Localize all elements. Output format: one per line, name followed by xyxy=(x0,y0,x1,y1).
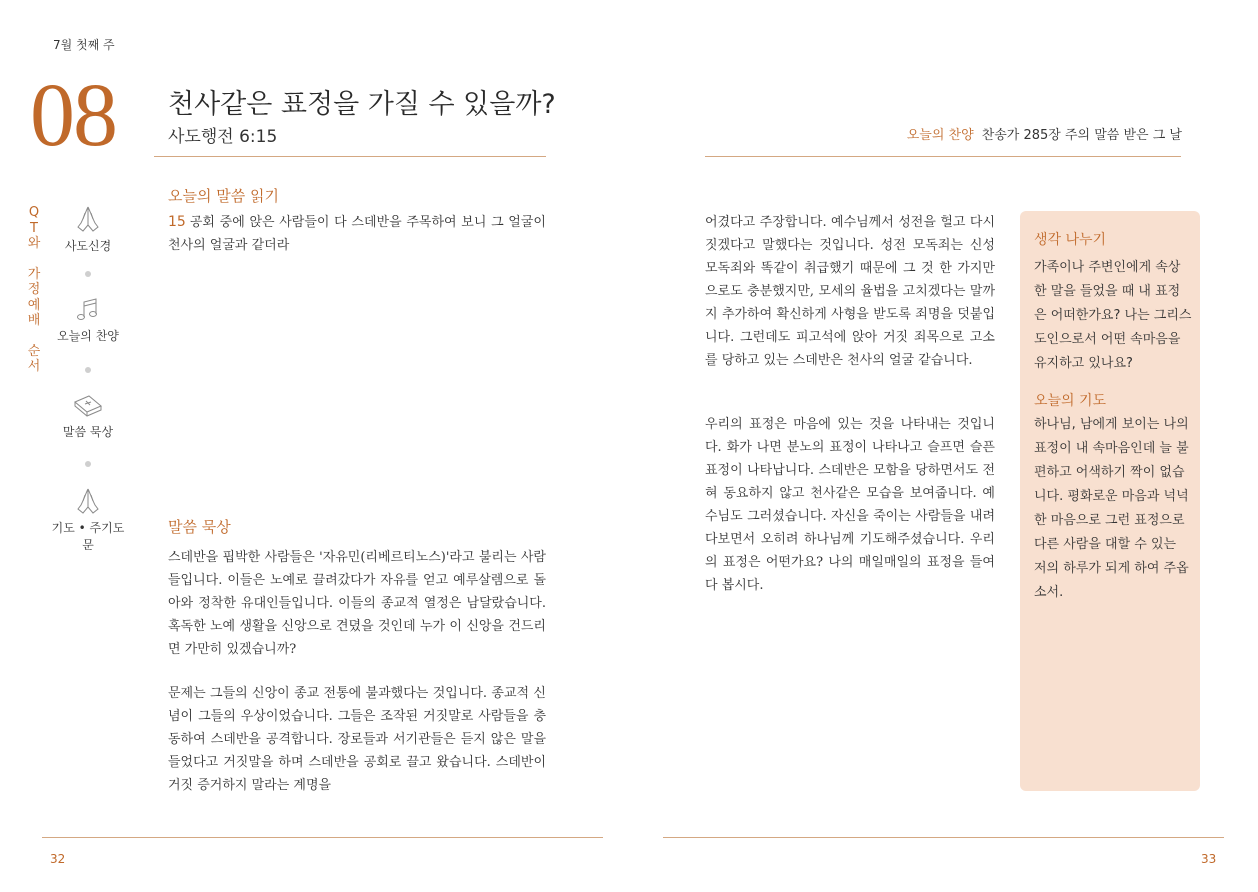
sidebar-item-prayer xyxy=(48,487,128,553)
meditation-paragraph: 어겼다고 주장합니다. 예수님께서 성전을 헐고 다시 짓겠다고 말했다는 것입니다. 성전 모독죄는 신성 모독죄와 똑같이 취급했기 때문에 그 것 한 가지만으로도 충분했지만, 모세의 율법을 고치겠다는 말까지 추가하여 확신하게 사형을 받도록 죄명을 덧붙입니다. 그런데도 피고석에 앉아 거짓 죄목으로 고소를 당하고 있는 스데반은 천사의 얼굴 같습니다. xyxy=(705,215,995,368)
sidebar-dot xyxy=(85,271,91,277)
day-number: 08 xyxy=(30,66,116,165)
sidebar-item-label: 말씀 묵상 xyxy=(62,425,114,439)
vertical-spacer xyxy=(25,329,43,344)
hymn-text: 찬송가 285장 주의 말씀 받은 그 날 xyxy=(981,128,1182,143)
vertical-char: 서 xyxy=(27,359,41,374)
page-title: 천사같은 표정을 가질 수 있을까? xyxy=(168,89,556,120)
vertical-section-title xyxy=(25,205,43,375)
todays-hymn xyxy=(907,124,1182,143)
footer-rule-right xyxy=(663,837,1224,838)
vertical-char: 와 xyxy=(27,236,41,251)
verse-text: 공회 중에 앉은 사람들이 다 스데반을 주목하여 보니 그 얼굴이 천사의 얼굴과 같더라 xyxy=(168,215,546,253)
verse-number: 15 xyxy=(168,214,186,230)
praying-hands-icon xyxy=(73,205,103,233)
sidebar-dot xyxy=(85,461,91,467)
sidebar-item-label: 오늘의 찬양 xyxy=(57,329,119,343)
vertical-spacer xyxy=(25,252,43,267)
week-label: 7월 첫째 주 xyxy=(53,38,115,52)
vertical-char: 순 xyxy=(27,343,41,359)
verse-block xyxy=(168,211,546,257)
hymn-label: 오늘의 찬양 xyxy=(906,128,974,143)
sidebar-dot xyxy=(85,367,91,373)
vertical-char: 배 xyxy=(27,313,41,328)
sidebar-item-word-meditation xyxy=(48,393,128,440)
sidebar-item-apostles-creed xyxy=(48,205,128,254)
header-rule-right xyxy=(705,156,1181,157)
footer-rule-left xyxy=(42,837,603,838)
prayer-text: 하나님, 남에게 보이는 나의 표정이 내 속마음인데 늘 불편하고 어색하기 짝이 없습니다. 평화로운 마음과 넉넉한 마음으로 그런 표정으로 다른 사람을 대할 수 있는 저의 하루가 되게 하여 주옵소서. xyxy=(1034,417,1189,600)
vertical-char: 가 xyxy=(27,266,41,282)
share-heading: 생각 나누기 xyxy=(1034,232,1107,248)
praying-hands-icon xyxy=(73,487,103,515)
vertical-char: 예 xyxy=(27,297,41,313)
sidebar-item-todays-hymn xyxy=(48,297,128,344)
meditation-heading: 말씀 묵상 xyxy=(168,518,231,536)
vertical-char: 정 xyxy=(27,282,41,297)
vertical-char: T xyxy=(30,220,38,236)
reading-heading: 오늘의 말씀 읽기 xyxy=(168,187,279,205)
music-note-icon xyxy=(76,297,100,323)
sidebar-item-label: 사도신경 xyxy=(64,239,112,253)
bible-icon xyxy=(72,393,104,419)
meditation-paragraph: 우리의 표정은 마음에 있는 것을 나타내는 것입니다. 화가 나면 분노의 표정이 나타나고 슬프면 슬픈 표정이 나타납니다. 스데반은 모함을 당하면서도 전혀 동요하지 않고 천사같은 모습을 보여줍니다. 예수님도 그러셨습니다. 자신을 죽이는 사람들을 내려다보면서 오히려 하나님께 기도해주셨습니다. 우리의 표정은 어떤가요? 나의 매일매일의 표정을 들여다 봅시다. xyxy=(705,417,995,593)
header-rule-left xyxy=(154,156,546,157)
sidebar-item-label: 기도 • 주기도문 xyxy=(51,521,125,552)
share-text: 가족이나 주변인에게 속상한 말을 들었을 때 내 표정은 어떠한가요? 나는 그리스도인으로서 어떤 속마음을 유지하고 있나요? xyxy=(1034,260,1192,371)
meditation-paragraph: 문제는 그들의 신앙이 종교 전통에 불과했다는 것입니다. 종교적 신념이 그들의 우상이었습니다. 그들은 조작된 거짓말로 사람들을 충동하여 스데반을 공격합니다. 장로들과 서기관들은 듣지 않은 말을 들었다고 거짓말을 하며 스데반을 공회로 끌고 왔습니다. 스데반이 거짓 증거하지 말라는 계명을 xyxy=(168,686,546,793)
scripture-reference: 사도행전 6:15 xyxy=(168,127,278,147)
vertical-char: Q xyxy=(28,205,40,220)
page-number-left: 32 xyxy=(50,852,66,866)
page-number-right: 33 xyxy=(1201,852,1217,866)
meditation-paragraph: 스데반을 핍박한 사람들은 '자유민(리베르티노스)'라고 불리는 사람들입니다. 이들은 노예로 끌려갔다가 자유를 얻고 예루살렘으로 돌아와 정착한 유대인들입니다. 이들의 종교적 열정은 남달랐습니다. 혹독한 노예 생활을 신앙으로 견뎠을 것인데 누가 이 신앙을 건드리면 가만히 있겠습니까? xyxy=(168,550,546,657)
prayer-heading: 오늘의 기도 xyxy=(1034,393,1107,409)
